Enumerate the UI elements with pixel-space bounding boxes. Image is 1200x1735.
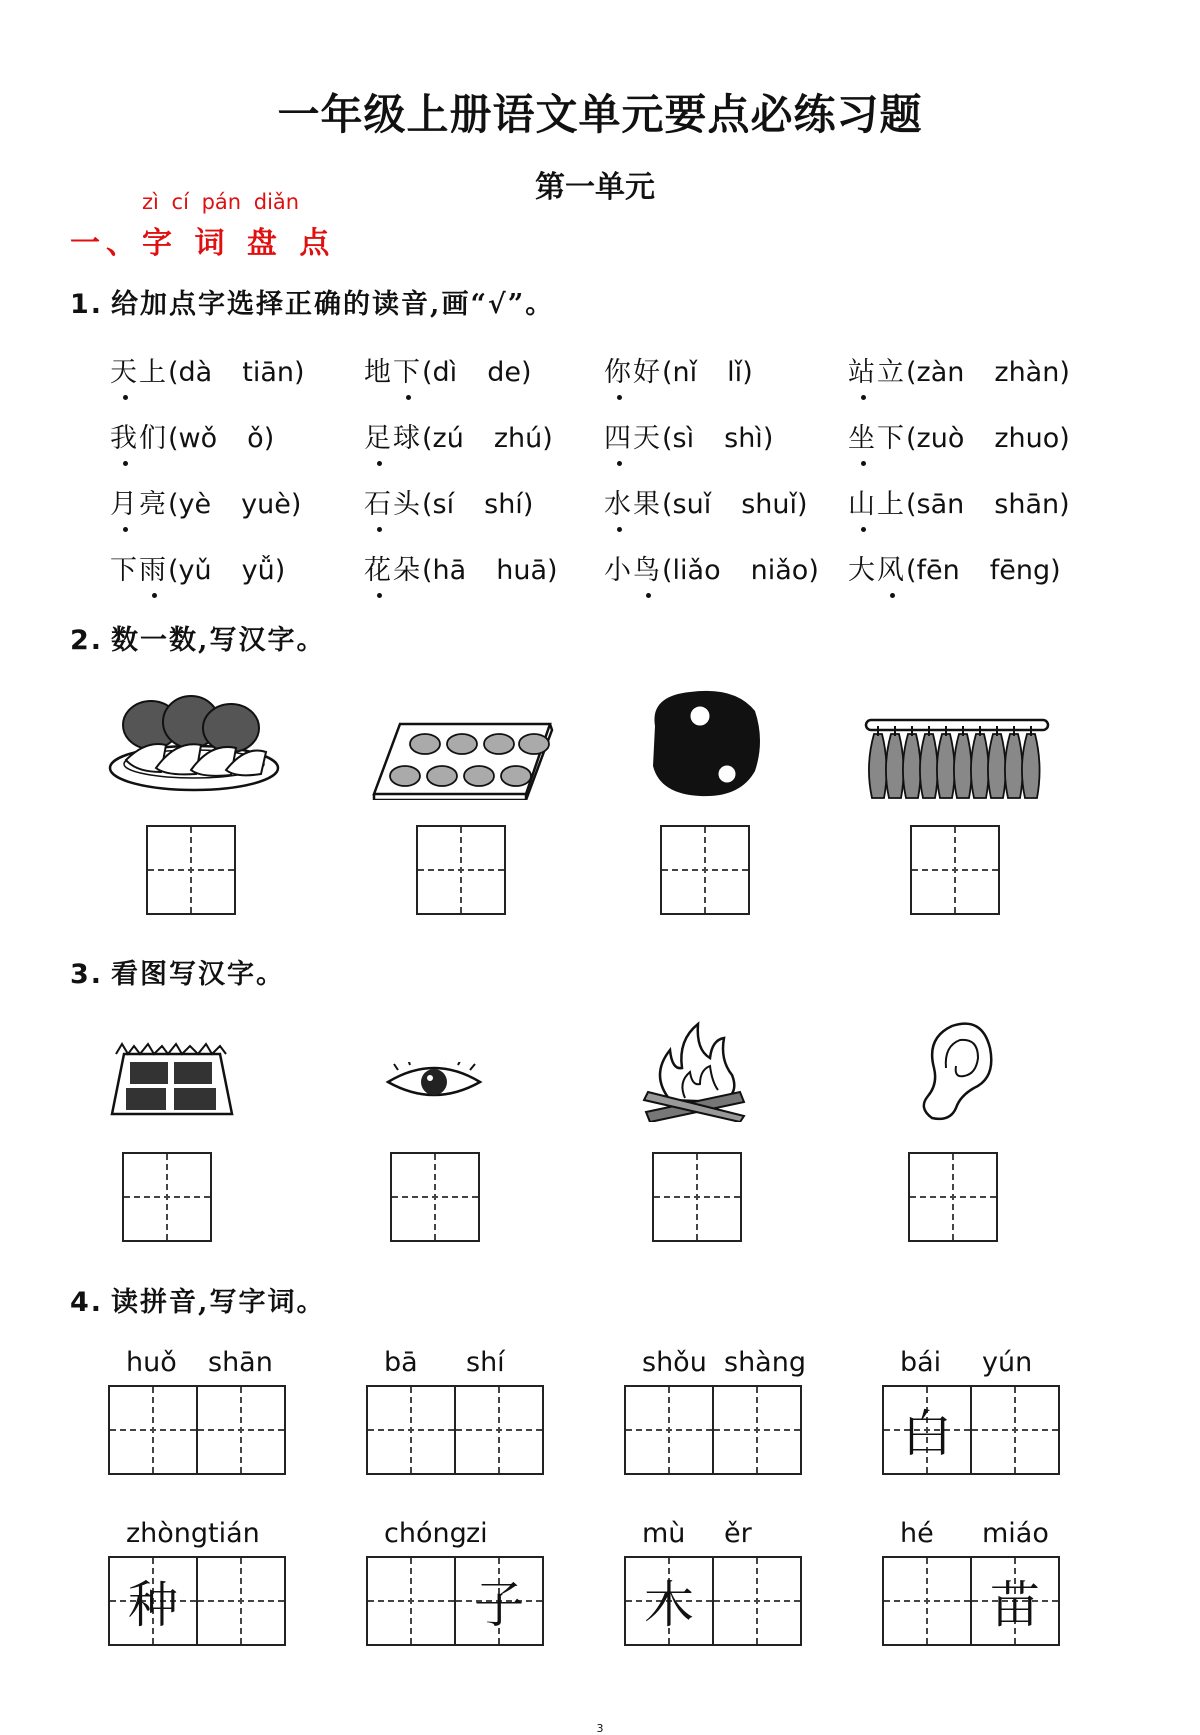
paren: ( — [422, 357, 433, 388]
pinyin-2: ěr — [724, 1518, 752, 1549]
pronunciation-item — [848, 482, 1070, 521]
paren: ( — [422, 555, 433, 586]
paren: ( — [168, 489, 179, 520]
paren: ( — [906, 423, 917, 454]
pinyin-1: zhòng — [126, 1518, 209, 1549]
option-1[interactable]: yè — [178, 489, 212, 520]
paren: ) — [547, 555, 558, 586]
pinyin-1: bái — [900, 1347, 942, 1378]
paren: ( — [906, 555, 917, 586]
corn-rack-picture — [862, 716, 1052, 802]
section-title: 一、字 词 盘 点 — [70, 226, 336, 261]
given-character — [972, 1387, 1058, 1473]
paren: ( — [662, 357, 673, 388]
word-character: 立 — [877, 357, 906, 388]
pronunciation-item — [364, 548, 558, 587]
paren: ( — [168, 423, 179, 454]
ear-picture — [916, 1018, 996, 1124]
word-character: 们 — [139, 423, 168, 454]
option-1[interactable]: zàn — [916, 357, 965, 388]
word-character: 下 — [393, 357, 422, 388]
item-word — [848, 357, 906, 388]
paren: ( — [662, 555, 673, 586]
writing-box[interactable] — [196, 1556, 286, 1646]
writing-box[interactable] — [454, 1556, 544, 1646]
option-2[interactable]: lǐ — [727, 357, 743, 388]
writing-box[interactable] — [416, 825, 506, 915]
section-pinyin: zì cí pán diǎn — [142, 190, 300, 214]
given-character — [714, 1558, 800, 1644]
paren: ) — [1050, 555, 1061, 586]
paren: ) — [1059, 357, 1070, 388]
given-character: 白 — [902, 1405, 952, 1463]
paren: ( — [168, 357, 179, 388]
option-1[interactable]: hā — [432, 555, 467, 586]
option-2[interactable]: zhú — [493, 423, 543, 454]
word-character: 我 — [110, 423, 139, 454]
word-character: 四 — [604, 423, 633, 454]
word-character: 雨 — [139, 555, 168, 586]
option-1[interactable]: zú — [432, 423, 464, 454]
item-word — [604, 555, 662, 586]
item-word — [364, 357, 422, 388]
pronunciation-item — [848, 416, 1070, 455]
paren: ) — [290, 489, 302, 520]
pinyin-1: bā — [384, 1347, 418, 1378]
pinyin-1: huǒ — [126, 1347, 177, 1378]
paren: ) — [542, 423, 553, 454]
word-character: 站 — [848, 357, 877, 388]
paren: ) — [1059, 423, 1070, 454]
paren: ) — [522, 489, 534, 520]
writing-box[interactable] — [652, 1152, 742, 1242]
question-text: 数一数,写汉字。 — [111, 625, 326, 656]
word-character: 地 — [364, 357, 393, 388]
option-1[interactable]: nǐ — [672, 357, 698, 388]
word-character: 你 — [604, 357, 633, 388]
word-character: 上 — [139, 357, 168, 388]
given-character: 木 — [644, 1576, 694, 1634]
pinyin-1: mù — [642, 1518, 686, 1549]
word-character: 水 — [604, 489, 633, 520]
pronunciation-item — [364, 350, 531, 389]
fire-picture — [640, 1020, 750, 1122]
word-character: 坐 — [848, 423, 877, 454]
word-character: 朵 — [393, 555, 422, 586]
question-2 — [70, 618, 325, 657]
paren: ) — [742, 357, 753, 388]
item-word — [848, 555, 906, 586]
burger-tray-picture — [370, 718, 555, 800]
pronunciation-item — [848, 548, 1061, 587]
paren: ( — [662, 423, 673, 454]
pronunciation-item — [604, 350, 753, 389]
option-2[interactable]: ǒ — [247, 423, 264, 454]
writing-box[interactable] — [196, 1385, 286, 1475]
word-character: 天 — [110, 357, 139, 388]
writing-box[interactable] — [390, 1152, 480, 1242]
word-character: 头 — [393, 489, 422, 520]
word-character: 上 — [877, 489, 906, 520]
writing-box[interactable] — [908, 1152, 998, 1242]
word-character: 小 — [604, 555, 633, 586]
paren: ( — [662, 489, 673, 520]
given-character — [368, 1558, 454, 1644]
option-2[interactable]: fēng — [989, 555, 1051, 586]
writing-box[interactable] — [146, 825, 236, 915]
pinyin-2: tián — [208, 1518, 260, 1549]
option-2[interactable]: huā — [496, 555, 547, 586]
item-word — [110, 423, 168, 454]
option-1[interactable]: sān — [916, 489, 965, 520]
option-2[interactable]: shuǐ — [741, 489, 798, 520]
writing-box[interactable] — [882, 1556, 972, 1646]
word-character: 山 — [848, 489, 877, 520]
option-2[interactable]: shì — [724, 423, 763, 454]
option-2[interactable]: zhuo — [994, 423, 1060, 454]
given-character: 子 — [474, 1576, 524, 1634]
option-2[interactable]: tiān — [242, 357, 294, 388]
pronunciation-item — [604, 548, 819, 587]
paren: ) — [797, 489, 808, 520]
given-character — [198, 1387, 284, 1473]
field-picture — [108, 1040, 236, 1120]
pinyin-2: shān — [208, 1347, 273, 1378]
item-word — [604, 489, 662, 520]
paren: ) — [293, 357, 305, 388]
option-2[interactable]: de — [487, 357, 521, 388]
option-2[interactable]: niǎo — [750, 555, 809, 586]
writing-box[interactable] — [970, 1385, 1060, 1475]
writing-box[interactable] — [712, 1385, 802, 1475]
writing-box[interactable] — [366, 1556, 456, 1646]
item-word — [364, 489, 422, 520]
paren: ( — [906, 489, 917, 520]
item-word — [364, 423, 422, 454]
unit-subtitle: 第一单元 — [535, 170, 655, 205]
item-word — [848, 423, 906, 454]
writing-box[interactable] — [660, 825, 750, 915]
question-4 — [70, 1280, 325, 1319]
pronunciation-item — [110, 482, 301, 521]
pronunciation-item — [364, 416, 553, 455]
option-1[interactable]: sí — [432, 489, 455, 520]
word-character: 亮 — [139, 489, 168, 520]
option-1[interactable]: wǒ — [178, 423, 218, 454]
word-character: 足 — [364, 423, 393, 454]
word-character: 月 — [110, 489, 139, 520]
black-blob-picture — [645, 686, 765, 800]
option-2[interactable]: yuè — [241, 489, 291, 520]
paren: ) — [520, 357, 532, 388]
word-character: 好 — [633, 357, 662, 388]
option-2[interactable]: zhàn — [994, 357, 1060, 388]
word-character: 石 — [364, 489, 393, 520]
item-word — [364, 555, 422, 586]
question-text: 给加点字选择正确的读音,画“√”。 — [111, 289, 555, 320]
word-character: 下 — [110, 555, 139, 586]
given-character — [626, 1387, 712, 1473]
writing-box[interactable] — [108, 1385, 198, 1475]
pronunciation-item — [364, 482, 533, 521]
pinyin-2: shí — [466, 1347, 505, 1378]
writing-box[interactable] — [882, 1385, 972, 1475]
word-character: 风 — [877, 555, 906, 586]
paren: ) — [808, 555, 819, 586]
pronunciation-item — [110, 350, 305, 389]
paren: ( — [422, 423, 433, 454]
option-1[interactable]: suǐ — [672, 489, 712, 520]
word-character: 花 — [364, 555, 393, 586]
pinyin-1: hé — [900, 1518, 934, 1549]
question-number: 4. — [70, 1287, 104, 1318]
word-character: 果 — [633, 489, 662, 520]
option-1[interactable]: zuò — [916, 423, 965, 454]
page-title: 一年级上册语文单元要点必练习题 — [277, 90, 923, 139]
option-1[interactable]: fēn — [916, 555, 960, 586]
writing-box[interactable] — [108, 1556, 198, 1646]
word-character: 鸟 — [633, 555, 662, 586]
pronunciation-item — [110, 548, 285, 587]
word-character: 大 — [848, 555, 877, 586]
pinyin-1: chóng — [384, 1518, 467, 1549]
pronunciation-item — [110, 416, 274, 455]
given-character — [198, 1558, 284, 1644]
page-number: 3 — [596, 1722, 604, 1735]
given-character — [714, 1387, 800, 1473]
question-text: 读拼音,写字词。 — [111, 1287, 326, 1318]
item-word — [604, 423, 662, 454]
word-character: 球 — [393, 423, 422, 454]
given-character — [110, 1387, 196, 1473]
given-character — [368, 1387, 454, 1473]
given-character: 种 — [128, 1576, 178, 1634]
question-3 — [70, 952, 285, 991]
paren: ) — [274, 555, 286, 586]
word-character: 天 — [633, 423, 662, 454]
paren: ( — [422, 489, 433, 520]
item-word — [110, 555, 168, 586]
given-character — [884, 1558, 970, 1644]
pronunciation-item — [604, 416, 773, 455]
writing-box[interactable] — [454, 1385, 544, 1475]
question-number: 2. — [70, 625, 104, 656]
item-word — [848, 489, 906, 520]
question-text: 看图写汉字。 — [111, 959, 286, 990]
paren: ( — [906, 357, 917, 388]
pinyin-2: zi — [466, 1518, 488, 1549]
writing-box[interactable] — [122, 1152, 212, 1242]
pronunciation-item — [848, 350, 1070, 389]
question-1 — [70, 282, 554, 321]
item-word — [110, 489, 168, 520]
writing-box[interactable] — [624, 1556, 714, 1646]
item-word — [110, 357, 168, 388]
writing-box[interactable] — [970, 1556, 1060, 1646]
writing-box[interactable] — [712, 1556, 802, 1646]
cabbage-plate-picture — [106, 690, 281, 800]
given-character — [456, 1387, 542, 1473]
question-number: 1. — [70, 289, 104, 320]
option-1[interactable]: sì — [672, 423, 695, 454]
pinyin-2: yún — [982, 1347, 1033, 1378]
given-character: 苗 — [990, 1576, 1040, 1634]
pinyin-1: shǒu — [642, 1347, 707, 1378]
writing-box[interactable] — [366, 1385, 456, 1475]
paren: ( — [168, 555, 179, 586]
option-1[interactable]: dà — [178, 357, 213, 388]
paren: ) — [1059, 489, 1070, 520]
eye-picture — [384, 1062, 484, 1102]
option-1[interactable]: yǔ — [178, 555, 212, 586]
question-number: 3. — [70, 959, 104, 990]
paren: ) — [762, 423, 774, 454]
pinyin-2: miáo — [982, 1518, 1049, 1549]
option-2[interactable]: yǚ — [241, 555, 275, 586]
writing-box[interactable] — [624, 1385, 714, 1475]
item-word — [604, 357, 662, 388]
pinyin-2: shàng — [724, 1347, 806, 1378]
option-2[interactable]: shān — [994, 489, 1060, 520]
paren: ) — [263, 423, 275, 454]
option-1[interactable]: liǎo — [672, 555, 721, 586]
writing-box[interactable] — [910, 825, 1000, 915]
pronunciation-item — [604, 482, 808, 521]
option-2[interactable]: shí — [484, 489, 523, 520]
word-character: 下 — [877, 423, 906, 454]
option-1[interactable]: dì — [432, 357, 458, 388]
